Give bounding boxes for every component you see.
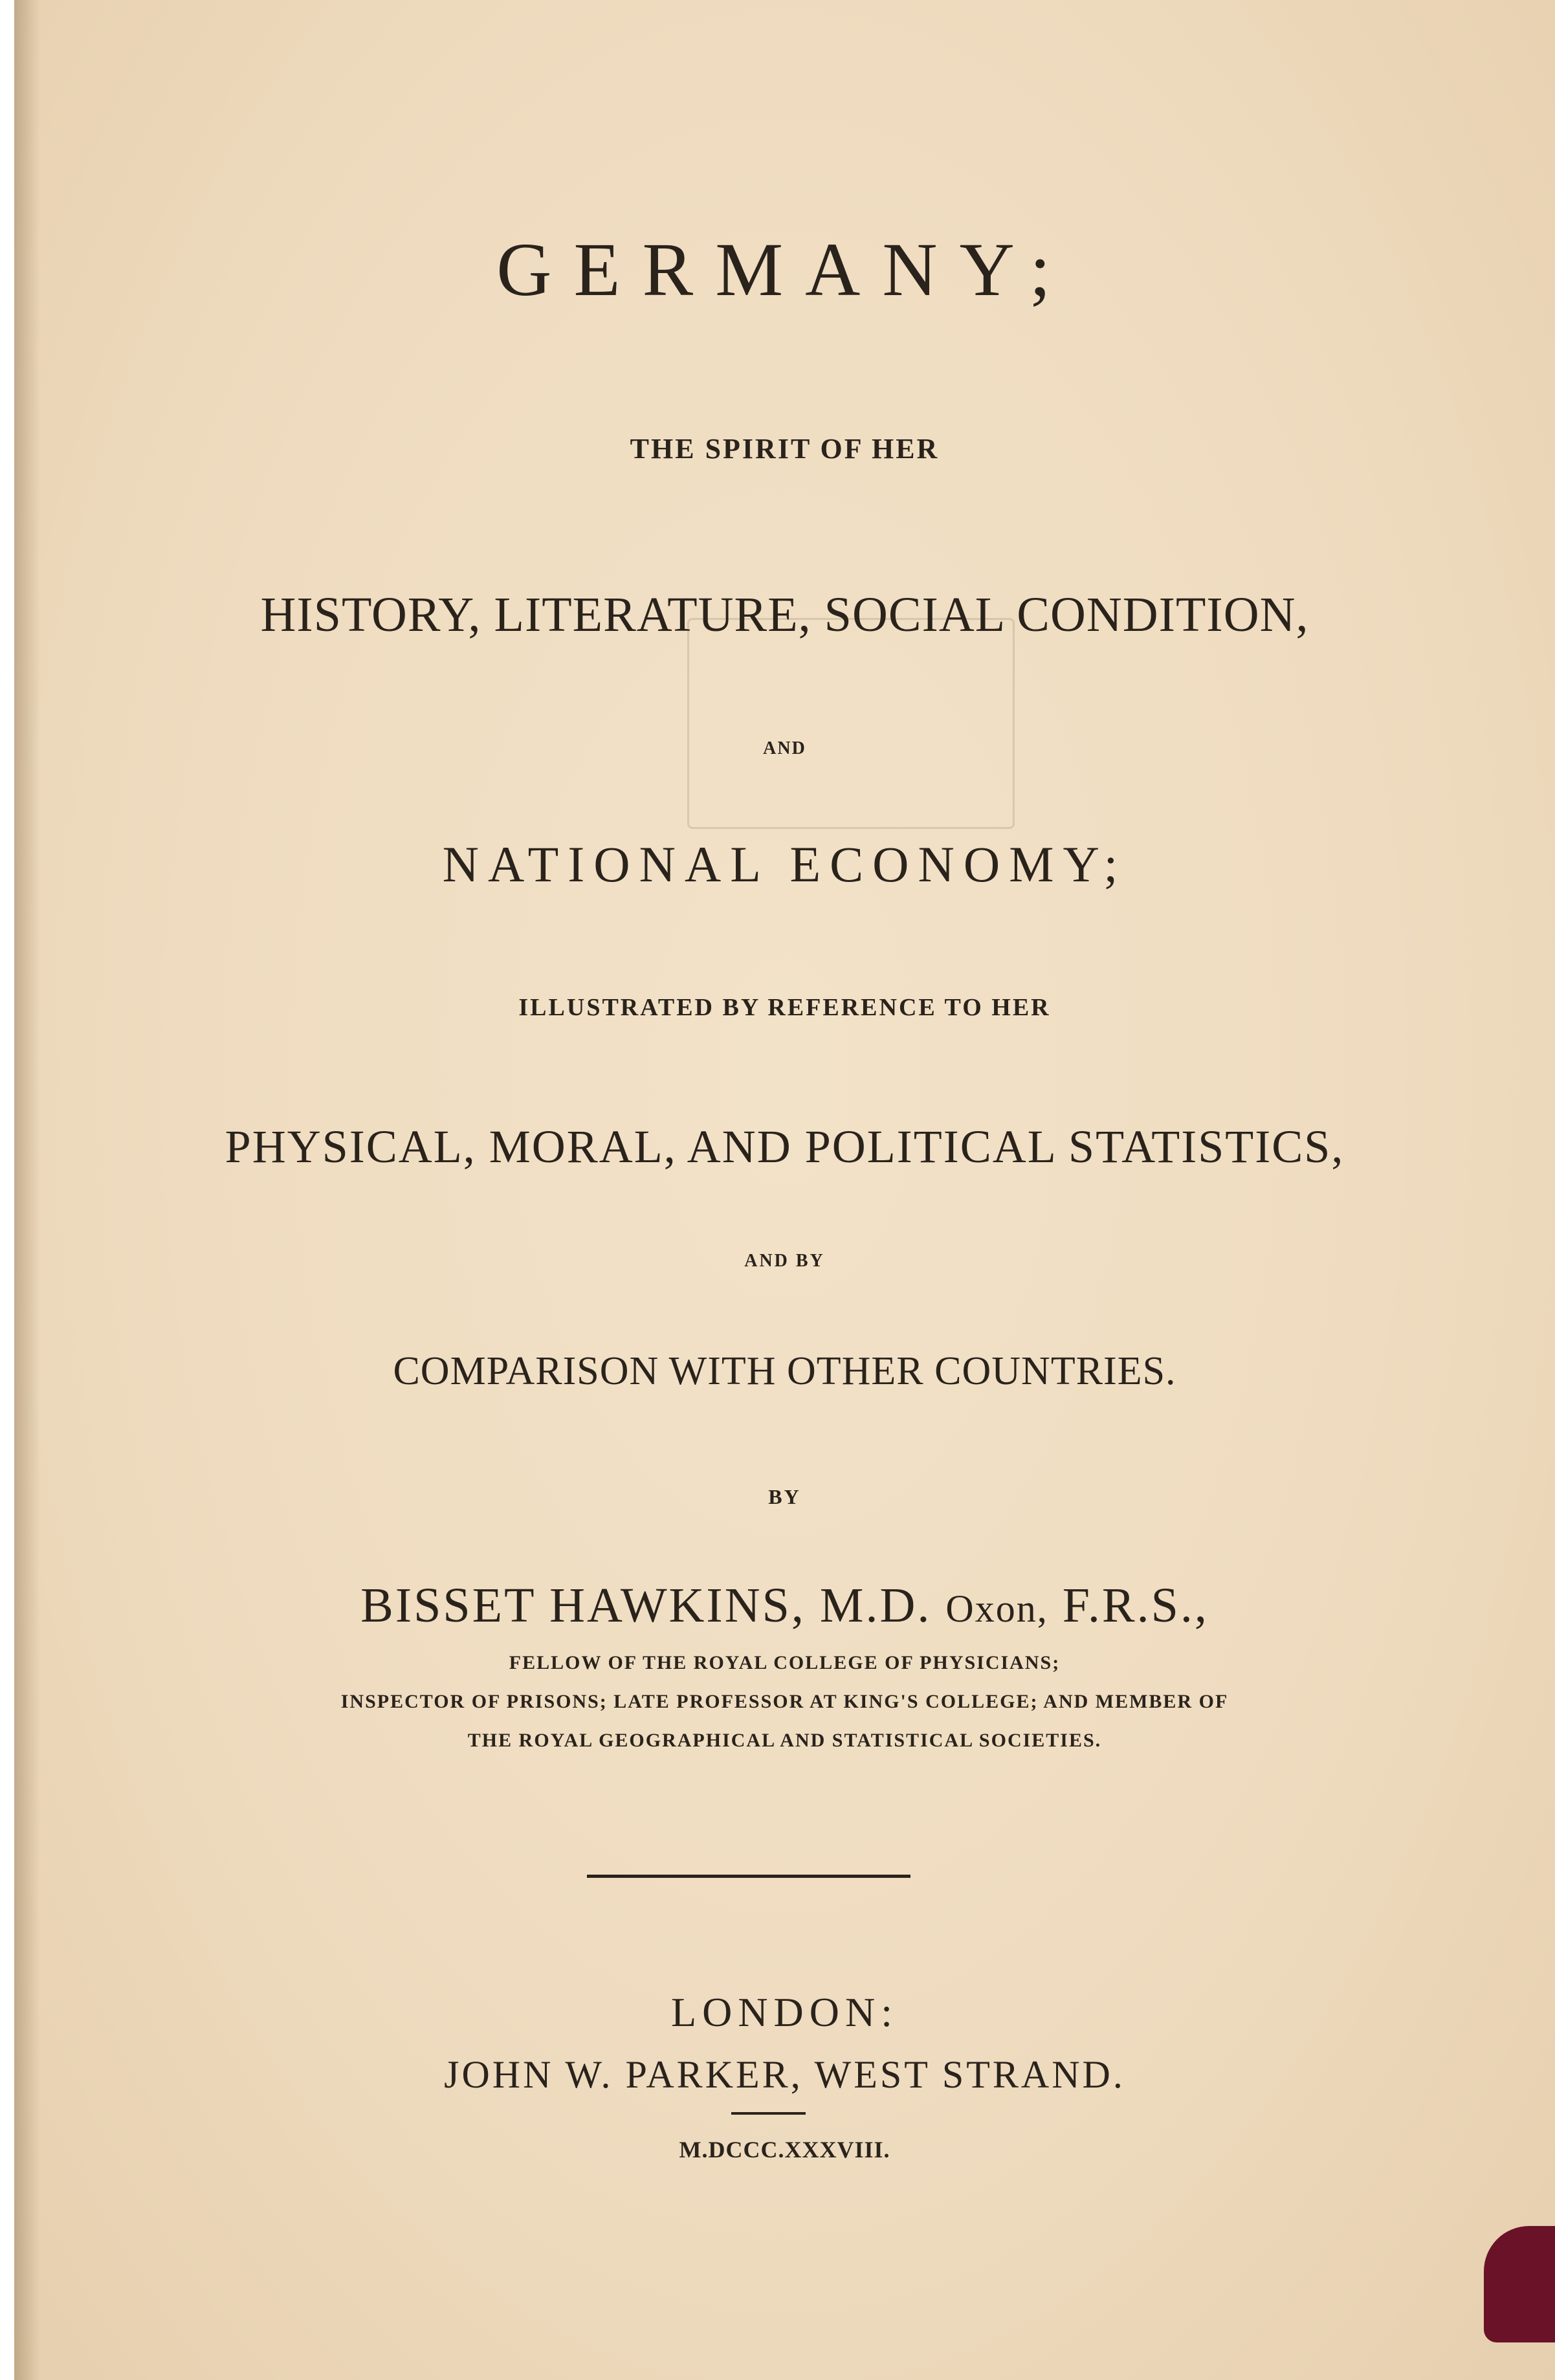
imprint-publisher: JOHN W. PARKER, WEST STRAND.: [444, 2053, 1125, 2096]
author-frs: F.R.S.,: [1062, 1578, 1209, 1633]
affiliation-line-2: INSPECTOR OF PRISONS; LATE PROFESSOR AT KING'S COLLEGE; AND MEMBER OF: [340, 1691, 1229, 1712]
author-name: BISSET HAWKINS,: [360, 1578, 806, 1633]
imprint-date: M.DCCC.XXXVIII.: [679, 2137, 890, 2163]
conjunction-and: AND: [763, 738, 806, 758]
bookmark-tab: [1484, 2226, 1555, 2342]
title-page: [14, 0, 1555, 2380]
by-label: BY: [768, 1485, 801, 1508]
book-title: GERMANY;: [496, 227, 1073, 312]
short-divider-rule: [731, 2112, 806, 2115]
divider-rule: [587, 1875, 910, 1878]
subtitle-line-economy: NATIONAL ECONOMY;: [442, 836, 1127, 892]
affiliation-line-1: FELLOW OF THE ROYAL COLLEGE OF PHYSICIANS;: [509, 1652, 1061, 1673]
faded-library-stamp: [687, 618, 1015, 829]
subtitle-line-comparison: COMPARISON WITH OTHER COUNTRIES.: [393, 1349, 1176, 1393]
conjunction-and-by: AND BY: [744, 1251, 825, 1271]
subtitle-line-statistics: PHYSICAL, MORAL, AND POLITICAL STATISTICS,: [225, 1121, 1345, 1173]
subtitle-intro: THE SPIRIT OF HER: [630, 433, 940, 465]
affiliation-line-3: THE ROYAL GEOGRAPHICAL AND STATISTICAL SOCIETIES.: [467, 1730, 1102, 1751]
subtitle-line-history: HISTORY, LITERATURE, SOCIAL CONDITION,: [260, 588, 1309, 642]
author-line: [14, 1578, 1555, 1633]
imprint-place: LONDON:: [671, 1989, 898, 2035]
author-oxon: Oxon,: [945, 1587, 1048, 1630]
illustrated-line: ILLUSTRATED BY REFERENCE TO HER: [518, 994, 1051, 1021]
author-degree: M.D.: [819, 1578, 932, 1633]
